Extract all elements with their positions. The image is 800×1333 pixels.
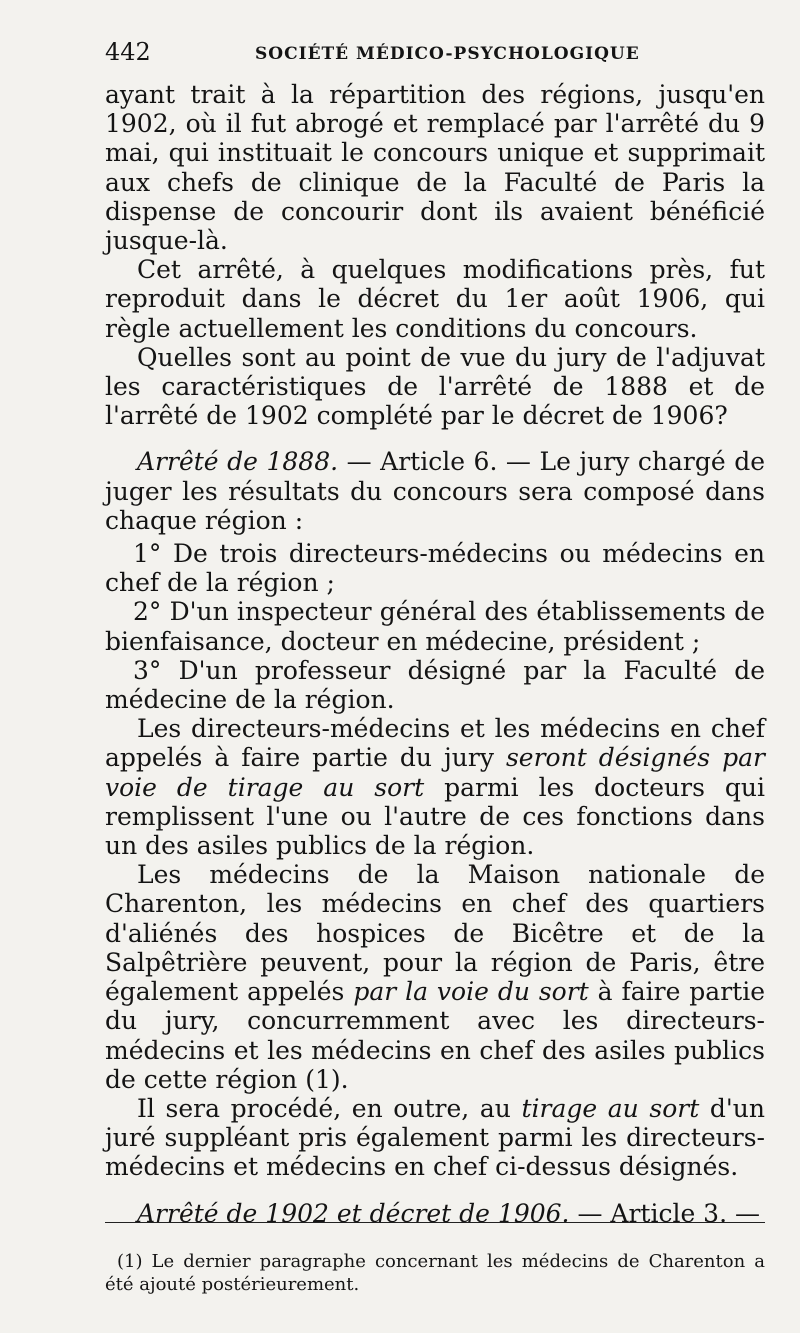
list-item-1: 1° De trois directeurs-médecins ou médecins en chef de la région ;: [105, 539, 765, 598]
page-header: [105, 38, 765, 72]
article-1902-text: — Article 3. —: [569, 1198, 760, 1228]
footnote-divider: [105, 1222, 765, 1223]
paragraph-question: Quelles sont au point de vue du jury de l'adjuvat les caractéristiques de l'arrêté de 1888 et de l'arrêté de 1902 complété par le décret de 1906?: [105, 342, 765, 431]
footnote: [105, 1250, 765, 1296]
article-1888-heading: Arrêté de 1888.: [137, 447, 339, 477]
paragraph-decree-1906: Cet arrêté, à quelques modifications près, fut reproduit dans le décret du 1er août 1906, qui règle actuellement les conditions du concours.: [105, 255, 765, 343]
article-1888-text: — Article 6. — Le jury chargé de juger les résultats du concours sera composé dans chaque région :: [105, 447, 765, 535]
list-item-2: 2° D'un inspecteur général des établissements de bienfaisance, docteur en médecine, président ;: [105, 597, 765, 656]
article-1888: [105, 447, 765, 535]
paragraph-jury-designation: Les directeurs-médecins et les médecins en chef appelés à faire partie du jury seront désignés par voie de tirage au sort parmi les docteurs qui remplissent l'une ou l'autre de ces fonctions dans un des asiles publics de la région.: [105, 714, 765, 861]
running-title: SOCIÉTÉ MÉDICO-PSYCHOLOGIQUE: [255, 44, 640, 64]
article-1902-heading: Arrêté de 1902 et décret de 1906.: [137, 1198, 570, 1228]
main-text: [105, 80, 765, 1232]
footnote-text: (1) Le dernier paragraphe concernant les médecins de Charenton a été ajouté postérieurement.: [105, 1251, 765, 1295]
paragraph-continuation: ayant trait à la répartition des régions, jusqu'en 1902, où il fut abrogé et remplacé par l'arrêté du 9 mai, qui instituait le concours unique et supprimait aux chefs de clinique de la Faculté de Paris la dispense de concourir dont ils avaient bénéficié jusque-là.: [105, 80, 765, 256]
page-number: 442: [105, 38, 151, 66]
list-item-3: 3° D'un professeur désigné par la Faculté de médecine de la région.: [105, 655, 765, 715]
article-1902: [105, 1199, 765, 1228]
paragraph-substitute-juror: Il sera procédé, en outre, au tirage au sort d'un juré suppléant pris également parmi les directeurs-médecins et médecins en chef ci-dessus désignés.: [105, 1093, 766, 1182]
paragraph-charenton: Les médecins de la Maison nationale de Charenton, les médecins en chef des quartiers d'aliénés des hospices de Bicêtre et de la Salpêtrière peuvent, pour la région de Paris, être également appelés par la voie du sort à faire partie du jury, concurremment avec les directeurs-médecins et les médecins en chef des asiles publics de cette région (1).: [105, 860, 766, 1094]
